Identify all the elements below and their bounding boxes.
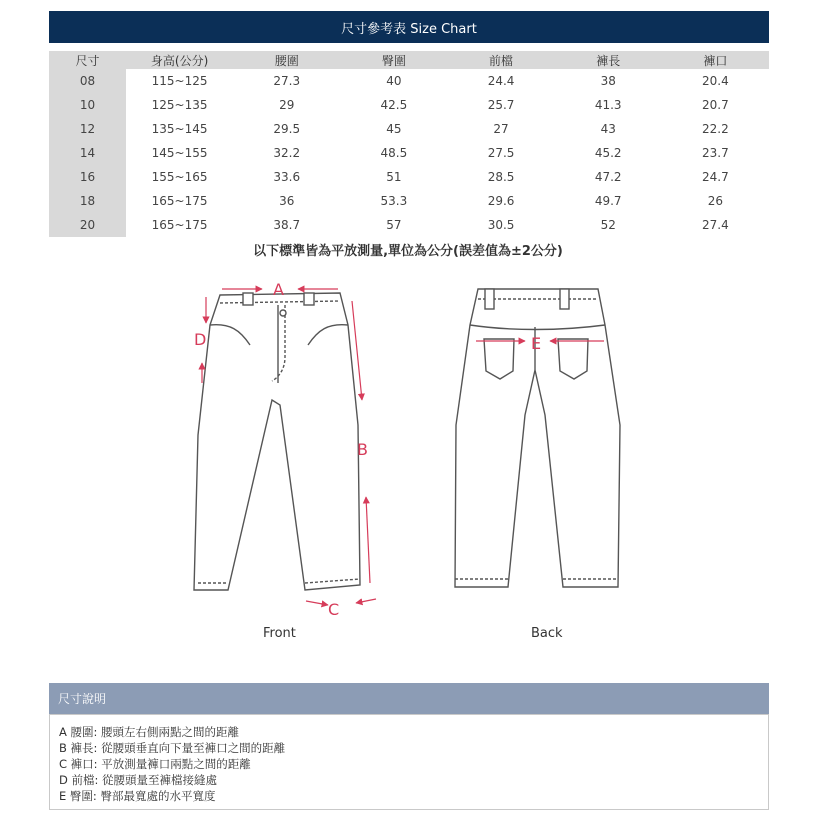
table-cell: 36 [279,194,295,208]
table-cell: 38 [600,74,616,88]
size-chart-title: 尺寸參考表 Size Chart [49,11,769,43]
table-row [49,189,769,213]
table-cell: 45.2 [594,146,622,160]
legend-item-a: A 腰圍: 腰頭左右側兩點之間的距離 [59,725,240,739]
table-cell: 40 [386,74,402,88]
table-cell: 28.5 [487,170,515,184]
table-cell: 53.3 [380,194,408,208]
table-cell: 27.4 [702,218,729,232]
label-c: C [328,600,340,619]
table-row [49,141,769,165]
table-cell: 49.7 [594,194,622,208]
header-size: 尺寸 [49,51,126,69]
table-cell: 29.6 [487,194,515,208]
table-cell: 115~125 [151,74,208,88]
table-cell: 24.4 [487,74,515,88]
table-cell: 25.7 [487,98,515,112]
label-e: E [531,334,542,353]
table-cell: 29.5 [273,122,301,136]
table-cell: 45 [386,122,402,136]
table-cell-size: 18 [49,189,126,213]
table-cell-size: 14 [49,141,126,165]
legend-body [49,714,769,810]
header-front-rise: 前檔 [447,51,554,69]
header-leg-opening: 褲口 [662,51,769,69]
table-cell: 22.2 [702,122,729,136]
label-d: D [194,330,207,349]
header-length: 褲長 [555,51,662,69]
back-label: Back [531,626,563,641]
table-cell: 135~145 [151,122,208,136]
table-cell: 165~175 [151,194,208,208]
table-cell: 51 [386,170,402,184]
table-row [49,93,769,117]
front-label: Front [263,626,296,641]
table-cell: 24.7 [702,170,729,184]
table-cell: 57 [386,218,402,232]
table-cell: 33.6 [273,170,301,184]
table-cell-size: 08 [49,69,126,93]
table-cell: 42.5 [380,98,408,112]
table-cell: 26 [707,194,724,208]
legend-title: 尺寸說明 [49,683,769,714]
table-cell: 165~175 [151,218,208,232]
header-hip: 臀圍 [340,51,447,69]
table-cell-size: 12 [49,117,126,141]
table-cell-size: 16 [49,165,126,189]
table-cell: 23.7 [702,146,729,160]
table-cell: 20.4 [702,74,729,88]
table-cell: 32.2 [273,146,301,160]
table-cell: 43 [600,122,616,136]
table-cell: 125~135 [151,98,208,112]
table-row [49,213,769,237]
measurement-note: 以下標準皆為平放測量,單位為公分(誤差值為±2公分) [253,244,563,259]
table-cell: 52 [600,218,616,232]
table-cell: 30.5 [487,218,515,232]
label-a: A [273,280,284,299]
table-row [49,117,769,141]
table-row [49,165,769,189]
front-pants-drawing [194,293,360,590]
legend-item-c: C 褲口: 平放測量褲口兩點之間的距離 [59,757,251,771]
table-cell: 145~155 [151,146,208,160]
table-cell: 29 [279,98,295,112]
table-cell: 27.5 [487,146,515,160]
table-cell: 27 [493,122,509,136]
table-cell-size: 20 [49,213,126,237]
legend-item-e: E 臀圍: 臀部最寬處的水平寬度 [59,789,216,803]
legend-item-b: B 褲長: 從腰頭垂直向下量至褲口之間的距離 [59,741,286,755]
table-cell: 38.7 [273,218,301,232]
legend-item-d: D 前檔: 從腰頭量至褲檔接縫處 [59,773,218,787]
table-cell: 41.3 [594,98,622,112]
table-cell: 47.2 [594,170,622,184]
label-b: B [357,440,368,459]
size-table [49,51,769,237]
table-cell-size: 10 [49,93,126,117]
header-waist: 腰圍 [233,51,340,69]
header-height: 身高(公分) [126,51,233,69]
table-header-row [49,51,769,69]
table-row [49,69,769,93]
table-cell: 48.5 [380,146,408,160]
table-cell: 27.3 [273,74,301,88]
pants-measurement-diagram [180,265,630,655]
table-cell: 20.7 [702,98,729,112]
table-cell: 155~165 [151,170,208,184]
